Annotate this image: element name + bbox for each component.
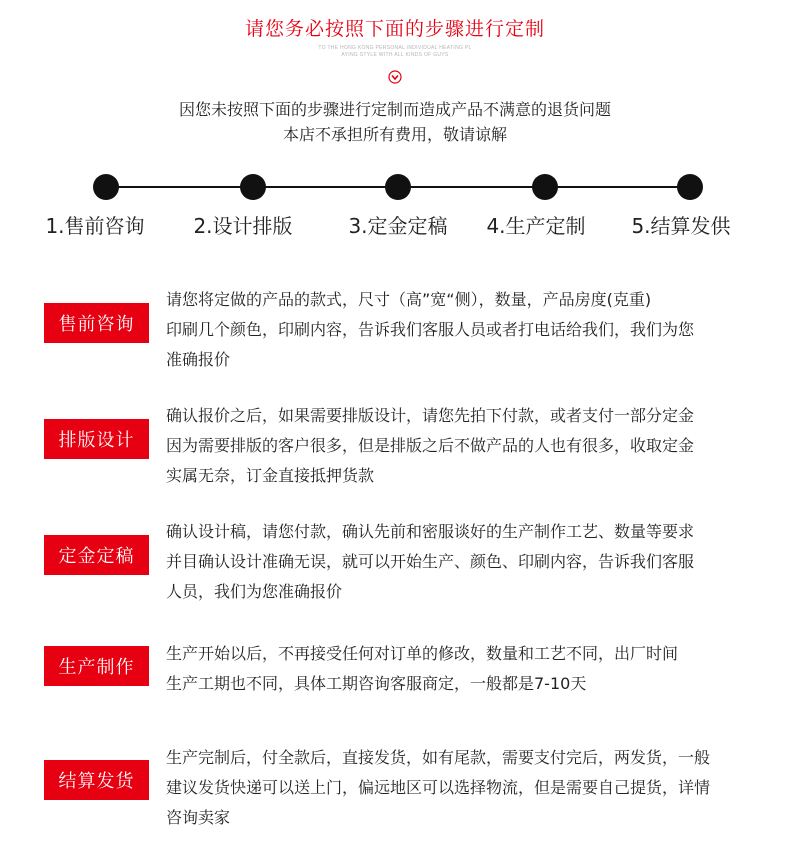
page-title: 请您务必按照下面的步骤进行定制 [244, 18, 545, 40]
section-desc-layout [166, 401, 776, 491]
desc-line: 建议发货快递可以送上门，偏远地区可以选择物流，但是需要自己提货，详情 [166, 778, 711, 797]
timeline-dot-3 [385, 174, 411, 200]
section-badge-production: 生产制作 [44, 646, 149, 686]
section-desc-deposit [166, 517, 776, 607]
desc-line: 因为需要排版的客户很多，但是排版之后不做产品的人也有很多，收取定金 [166, 436, 695, 455]
english-subtitle-line-1: TO THE HONG KONG PERSONAL INDIVIDUAL HEATING PL [318, 45, 472, 51]
section-badge-deposit: 定金定稿 [44, 535, 149, 575]
step-label-4: 4.生产定制 [486, 214, 586, 238]
english-subtitle-line-2: AYING STYLE WITH ALL KINDS OF GUYS [341, 52, 449, 58]
section-badge-presale: 售前咨询 [44, 303, 149, 343]
desc-line: 生产完制后，付全款后，直接发货，如有尾款，需要支付完后，两发货，一般 [166, 748, 711, 767]
desc-line: 实属无奈，订金直接抵押货款 [166, 466, 375, 485]
timeline-dot-2 [240, 174, 266, 200]
step-label-2: 2.设计排版 [193, 214, 293, 238]
desc-line: 并目确认设计准确无误，就可以开始生产、颜色、印刷内容，告诉我们客服 [166, 552, 695, 571]
desc-line: 印刷几个颜色，印刷内容，告诉我们客服人员或者打电话给我们，我们为您 [166, 320, 695, 339]
desc-line: 咨询卖家 [166, 808, 231, 827]
step-label-1: 1.售前咨询 [45, 214, 145, 238]
section-desc-presale [166, 285, 776, 375]
desc-line: 人员，我们为您准确报价 [166, 582, 343, 601]
notice-line-1: 因您未按照下面的步骤进行定制而造成产品不满意的退货问题 [178, 100, 611, 119]
step-label-3: 3.定金定稿 [348, 214, 448, 238]
section-desc-production [166, 639, 776, 699]
desc-line: 生产工期也不同，具体工期咨询客服商定，一般都是7-10天 [166, 674, 587, 693]
section-badge-layout: 排版设计 [44, 419, 149, 459]
section-desc-settlement [166, 743, 776, 833]
desc-line: 准确报价 [166, 350, 231, 369]
step-label-5: 5.结算发供 [631, 214, 731, 238]
desc-line: 确认设计稿，请您付款，确认先前和密服谈好的生产制作工艺、数量等要求 [166, 522, 695, 541]
timeline-dot-4 [532, 174, 558, 200]
desc-line: 生产开始以后，不再接受任何对订单的修改，数量和工艺不同，出厂时间 [166, 644, 679, 663]
timeline-dot-5 [677, 174, 703, 200]
english-subtitle [0, 45, 790, 59]
desc-line: 确认报价之后，如果需要排版设计，请您先拍下付款，或者支付一部分定金 [166, 406, 695, 425]
desc-line: 请您将定做的产品的款式，尺寸（高”宽“侧），数量，产品房度(克重) [166, 290, 652, 309]
chevron-down-circle-icon [388, 70, 402, 84]
timeline-dot-1 [93, 174, 119, 200]
notice-line-2: 本店不承担所有费用，敬请谅解 [282, 125, 507, 144]
section-badge-settlement: 结算发货 [44, 760, 149, 800]
